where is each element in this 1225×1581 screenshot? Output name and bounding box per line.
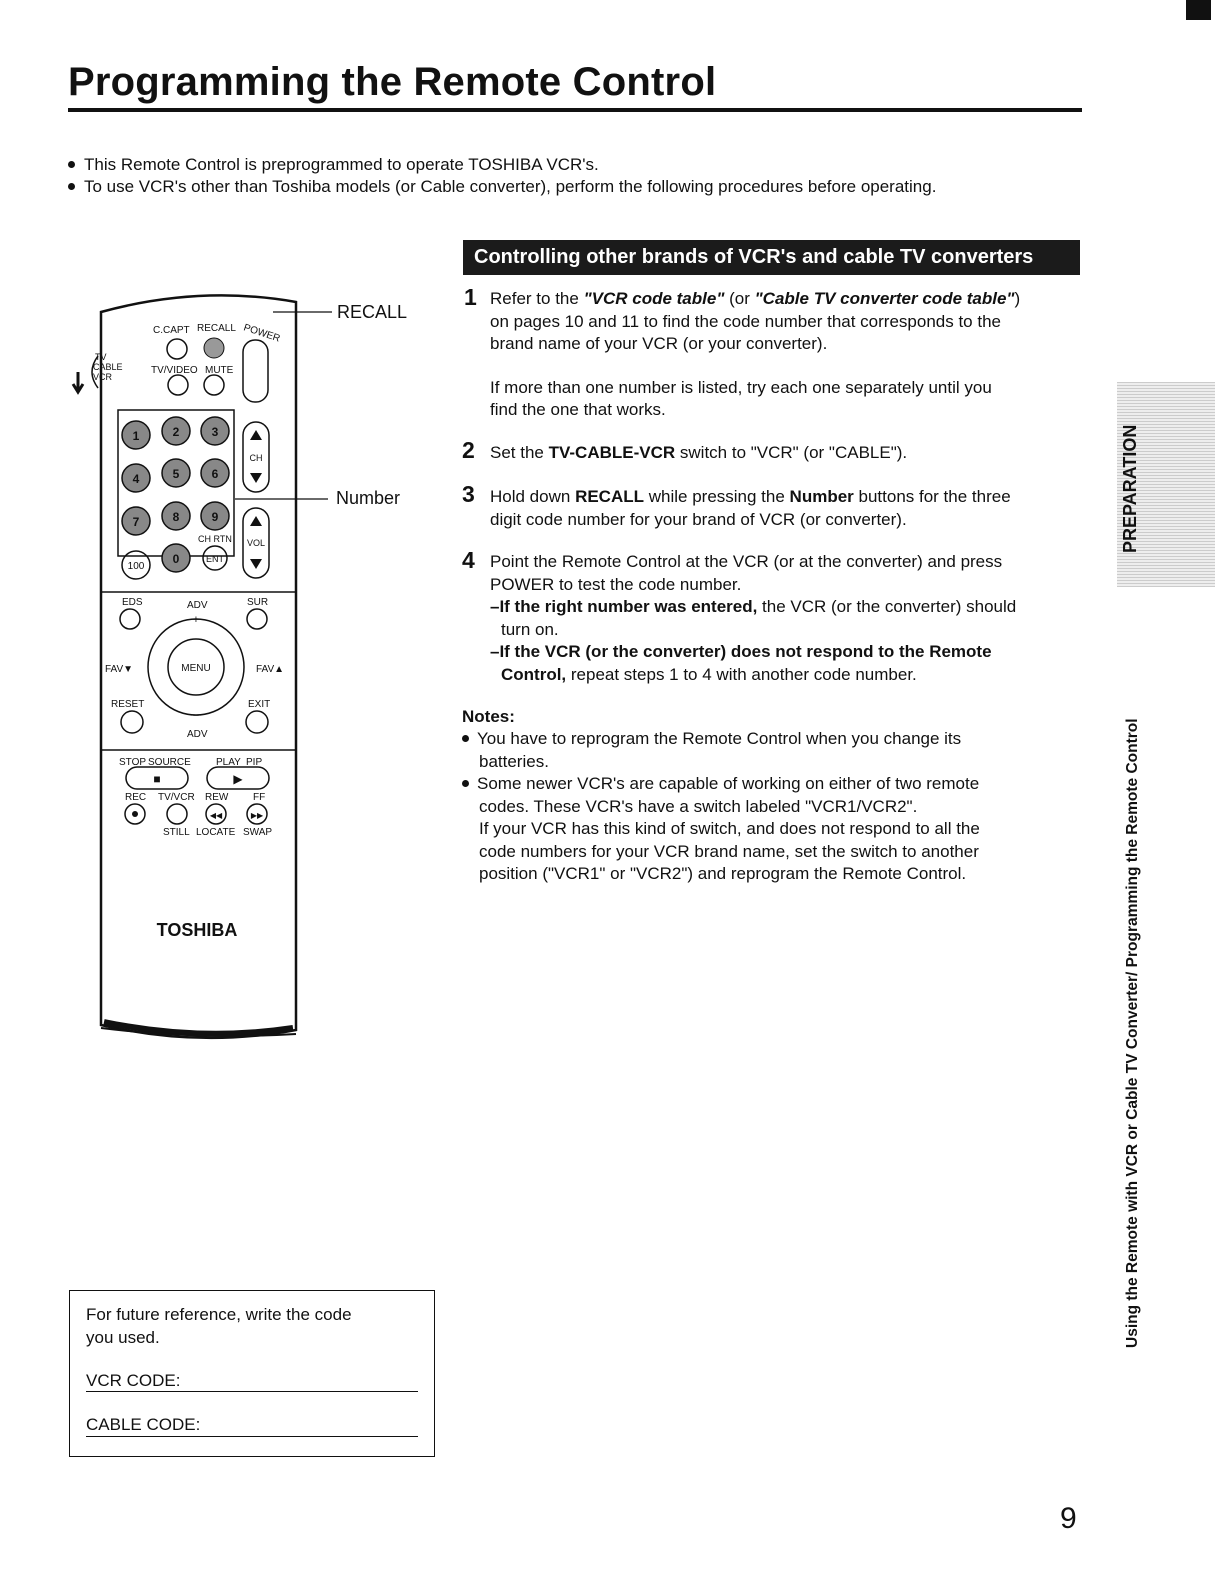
label-stop: STOP xyxy=(119,757,147,768)
cable-code-blank xyxy=(86,1436,418,1437)
intro-text-1: This Remote Control is preprogrammed to operate TOSHIBA VCR's. xyxy=(84,155,599,174)
adv-plus-label: + xyxy=(192,614,200,626)
step-1-line-2: on pages 10 and 11 to find the code number that corresponds to the xyxy=(490,311,1001,331)
reference-line-2: you used. xyxy=(86,1328,160,1347)
step-4-line-1: Point the Remote Control at the VCR (or at the converter) and press xyxy=(490,552,1003,571)
step-1-number: 1 xyxy=(464,284,477,310)
stop-icon: ■ xyxy=(153,772,161,786)
bullet-icon xyxy=(68,161,75,168)
digit-3-label: 3 xyxy=(211,425,219,439)
bullet-icon xyxy=(68,183,75,190)
ent-label: ENT xyxy=(206,554,224,564)
note-2-line-3: If your VCR has this kind of switch, and does not respond to all the xyxy=(479,819,980,838)
step-4-sub-1-bold: –If the right number was entered, xyxy=(490,597,758,616)
page-title: Programming the Remote Control xyxy=(68,60,717,104)
label-ccapt: C.CAPT xyxy=(153,325,190,336)
digit-7-label: 7 xyxy=(132,515,140,529)
step-1-extra-2: find the one that works. xyxy=(490,400,666,419)
label-adv-top: ADV xyxy=(187,600,208,611)
label-source: SOURCE xyxy=(148,757,191,768)
label-play: PLAY xyxy=(216,757,241,768)
label-mute: MUTE xyxy=(205,365,234,376)
step-3-recall: RECALL xyxy=(575,487,645,506)
digit-0-label: 0 xyxy=(172,552,180,566)
step-4-sub-1-line-2: turn on. xyxy=(501,619,559,639)
step-1-text xyxy=(490,288,1080,422)
arrow-down-icon xyxy=(73,372,83,392)
step-2-text-c: switch to "VCR" (or "CABLE"). xyxy=(675,443,908,462)
label-cable: CABLE xyxy=(93,362,123,372)
step-3-text xyxy=(490,486,1011,531)
label-pip: PIP xyxy=(246,757,263,768)
label-power: POWER xyxy=(242,322,282,345)
label-ch: CH xyxy=(249,453,263,463)
vcr-code-label: VCR CODE: xyxy=(86,1371,181,1390)
digit-4-label: 4 xyxy=(132,472,140,486)
label-fav-up: FAV▲ xyxy=(256,664,285,675)
rew-icon: ◀◀ xyxy=(209,811,223,820)
note-2-line-2: codes. These VCR's have a switch labeled "VCR1/VCR2". xyxy=(479,796,918,816)
step-4-text xyxy=(490,551,1016,686)
label-chrtn: CH RTN xyxy=(198,534,232,544)
step-1-vcr-table-ref: "VCR code table" xyxy=(583,289,725,308)
digit-9-label: 9 xyxy=(211,510,219,524)
label-fav-down: FAV▼ xyxy=(105,664,134,675)
step-4-sub-2-bold: –If the VCR (or the converter) does not respond to the Remote xyxy=(490,642,992,661)
step-3-text-c: while pressing the xyxy=(644,487,790,506)
label-rec: REC xyxy=(125,792,147,803)
label-recall: RECALL xyxy=(197,323,236,334)
label-locate: LOCATE xyxy=(196,827,236,838)
note-1-line-1: You have to reprogram the Remote Control when you change its xyxy=(477,729,962,748)
page-number: 9 xyxy=(1060,1502,1077,1535)
ff-icon: ▶▶ xyxy=(250,811,264,820)
step-2-text-a: Set the xyxy=(490,443,549,462)
section-banner: Controlling other brands of VCR's and cable TV converters xyxy=(463,240,1080,275)
code-reference-box xyxy=(69,1290,435,1457)
label-tv: TV xyxy=(95,352,107,362)
step-1-line-3: brand name of your VCR (or your converter). xyxy=(490,334,828,353)
label-reset: RESET xyxy=(111,699,145,710)
vcr-code-blank xyxy=(86,1391,418,1392)
step-2-switch-name: TV-CABLE-VCR xyxy=(548,443,676,462)
side-chapter-label: Using the Remote with VCR or Cable TV Converter/ Programming the Remote Control xyxy=(1124,718,1141,1348)
brand-logo: TOSHIBA xyxy=(156,920,238,940)
step-1-text-a: Refer to the xyxy=(490,289,584,308)
digit-1-label: 1 xyxy=(132,429,140,443)
step-4-number: 4 xyxy=(462,547,475,573)
intro-bullet-1 xyxy=(68,155,599,175)
label-sur: SUR xyxy=(247,597,269,608)
step-1-text-e: ) xyxy=(1014,289,1021,308)
step-4-sub-2-bold-2: Control, xyxy=(501,664,567,684)
step-1-cable-table-ref: "Cable TV converter code table" xyxy=(754,289,1015,308)
label-ff: FF xyxy=(253,792,266,803)
step-2-text xyxy=(490,442,907,465)
digit-6-label: 6 xyxy=(211,467,219,481)
label-vcr: VCR xyxy=(93,372,113,382)
note-2-line-4: code numbers for your VCR brand name, set the switch to another xyxy=(479,841,979,861)
label-tvvcr: TV/VCR xyxy=(158,792,195,803)
label-eds: EDS xyxy=(122,597,143,608)
label-adv-bottom: ADV xyxy=(187,729,208,740)
note-2 xyxy=(462,773,980,886)
label-tvvideo: TV/VIDEO xyxy=(151,365,198,376)
label-rew: REW xyxy=(205,792,229,803)
note-2-line-5: position ("VCR1" or "VCR2") and reprogram the Remote Control. xyxy=(479,864,967,883)
callout-recall: RECALL xyxy=(337,302,408,322)
digit-5-label: 5 xyxy=(172,467,180,481)
step-3-number: 3 xyxy=(462,481,475,507)
step-3-text-e: buttons for the three xyxy=(853,487,1011,506)
label-swap: SWAP xyxy=(243,827,273,838)
remote-control-illustration xyxy=(60,280,440,1060)
reference-line-1: For future reference, write the code xyxy=(86,1305,352,1324)
digit-100-label: 100 xyxy=(127,561,145,572)
digit-2-label: 2 xyxy=(172,425,180,439)
step-1-extra-1: If more than one number is listed, try each one separately until you xyxy=(490,377,992,397)
digit-8-label: 8 xyxy=(172,510,180,524)
step-3-number-word: Number xyxy=(789,487,854,506)
recall-button[interactable] xyxy=(204,338,224,358)
step-3-line-2: digit code number for your brand of VCR (or converter). xyxy=(490,509,907,529)
step-4-sub-1-rest: the VCR (or the converter) should xyxy=(757,597,1017,616)
notes-list xyxy=(462,728,980,886)
note-1-line-2: batteries. xyxy=(479,751,549,771)
adv-minus-label: − xyxy=(192,710,200,722)
title-rule xyxy=(68,108,1082,112)
step-2-number: 2 xyxy=(462,437,475,463)
label-still: STILL xyxy=(163,827,190,838)
cable-code-label: CABLE CODE: xyxy=(86,1415,201,1434)
notes-heading: Notes: xyxy=(462,707,515,726)
side-tab-section-label: PREPARATION xyxy=(1120,424,1140,553)
step-4-sub-2-rest: repeat steps 1 to 4 with another code number. xyxy=(566,664,917,684)
note-1 xyxy=(462,728,980,773)
intro-bullet-2 xyxy=(68,177,936,197)
intro-text-2: To use VCR's other than Toshiba models (or Cable converter), perform the following procedures before operating. xyxy=(84,177,937,196)
bullet-icon xyxy=(462,780,469,787)
note-2-line-1: Some newer VCR's are capable of working on either of two remote xyxy=(477,774,980,793)
step-1-text-c: (or xyxy=(724,289,755,308)
callout-number: Number xyxy=(336,488,401,508)
label-exit: EXIT xyxy=(248,699,271,710)
corner-marker xyxy=(1186,0,1211,20)
bullet-icon xyxy=(462,735,469,742)
menu-label: MENU xyxy=(181,663,211,674)
step-4-line-2: POWER to test the code number. xyxy=(490,574,742,594)
rec-icon xyxy=(132,811,138,817)
label-vol: VOL xyxy=(246,538,266,548)
play-icon: ▶ xyxy=(233,772,243,786)
step-3-text-a: Hold down xyxy=(490,487,576,506)
